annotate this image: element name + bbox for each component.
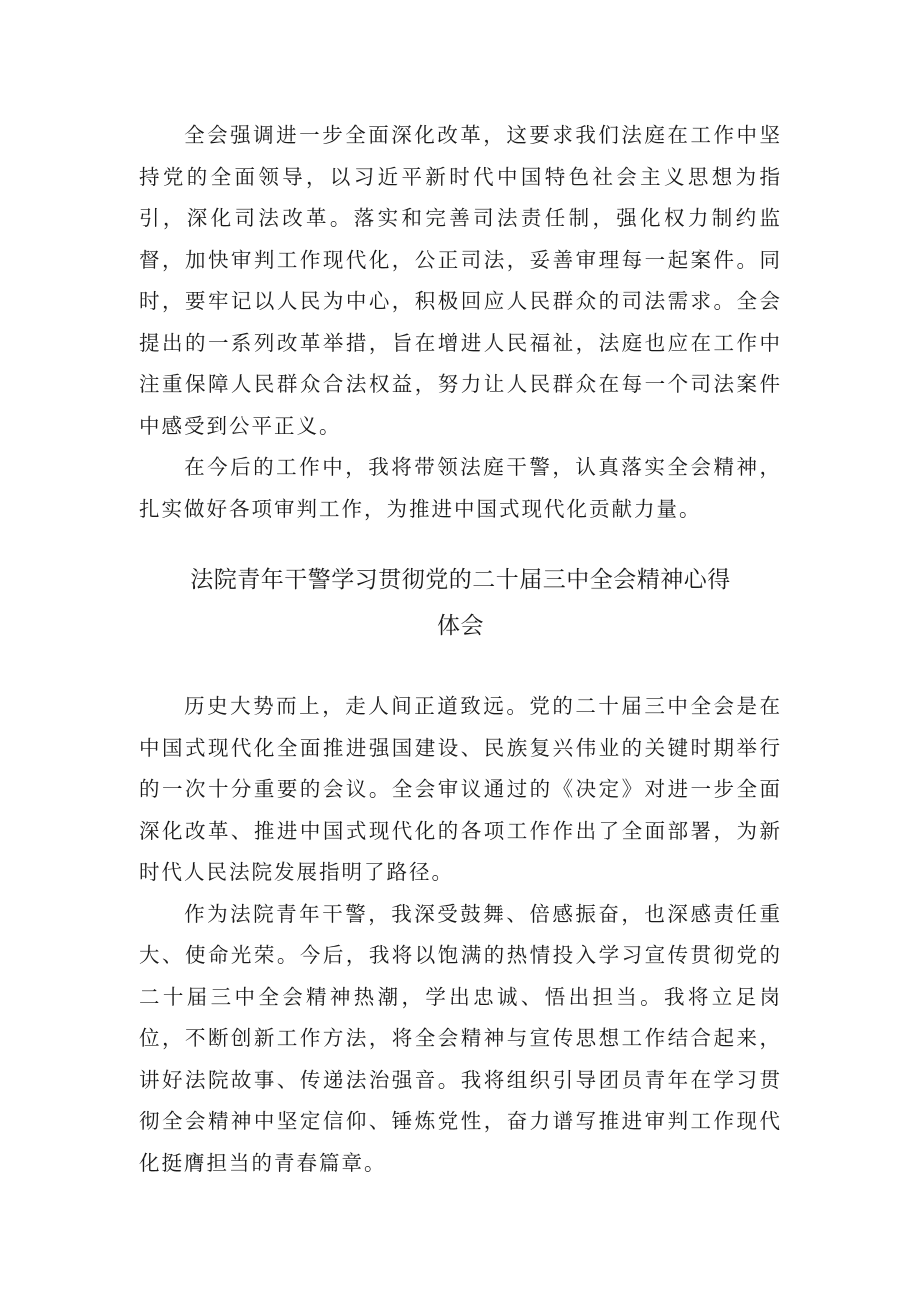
previous-article-ending — [139, 115, 782, 530]
article-body — [139, 686, 782, 1184]
article-title — [139, 557, 782, 649]
paragraph: 历史大势而上，走人间正道致远。党的二十届三中全会是在中国式现代化全面推进强国建设、民族复兴伟业的关键时期举行的一次十分重要的会议。全会审议通过的《决定》对进一步全面深化改革、推进中国式现代化的各项工作作出了全面部署，为新时代人民法院发展指明了路径。 — [139, 694, 782, 884]
article-title-line-1: 法院青年干警学习贯彻党的二十届三中全会精神心得 — [190, 567, 731, 593]
paragraph: 在今后的工作中，我将带领法庭干警，认真落实全会精神，扎实做好各项审判工作，为推进中国式现代化贡献力量。 — [139, 455, 782, 521]
paragraph: 作为法院青年干警，我深受鼓舞、倍感振奋，也深感责任重大、使命光荣。今后，我将以饱满的热情投入学习宣传贯彻党的二十届三中全会精神热潮，学出忠诚、悟出担当。我将立足岗位，不断创新工作方法，将全会精神与宣传思想工作结合起来，讲好法院故事、传递法治强音。我将组织引导团员青年在学习贯彻全会精神中坚定信仰、锤炼党性，奋力谱写推进审判工作现代化挺膺担当的青春篇章。 — [139, 901, 782, 1175]
paragraph: 全会强调进一步全面深化改革，这要求我们法庭在工作中坚持党的全面领导，以习近平新时代中国特色社会主义思想为指引，深化司法改革。落实和完善司法责任制，强化权力制约监督，加快审判工作现代化，公正司法，妥善审理每一起案件。同时，要牢记以人民为中心，积极回应人民群众的司法需求。全会提出的一系列改革举措，旨在增进人民福祉，法庭也应在工作中注重保障人民群众合法权益，努力让人民群众在每一个司法案件中感受到公平正义。 — [139, 123, 782, 438]
article-title-line-2: 体会 — [437, 613, 484, 639]
